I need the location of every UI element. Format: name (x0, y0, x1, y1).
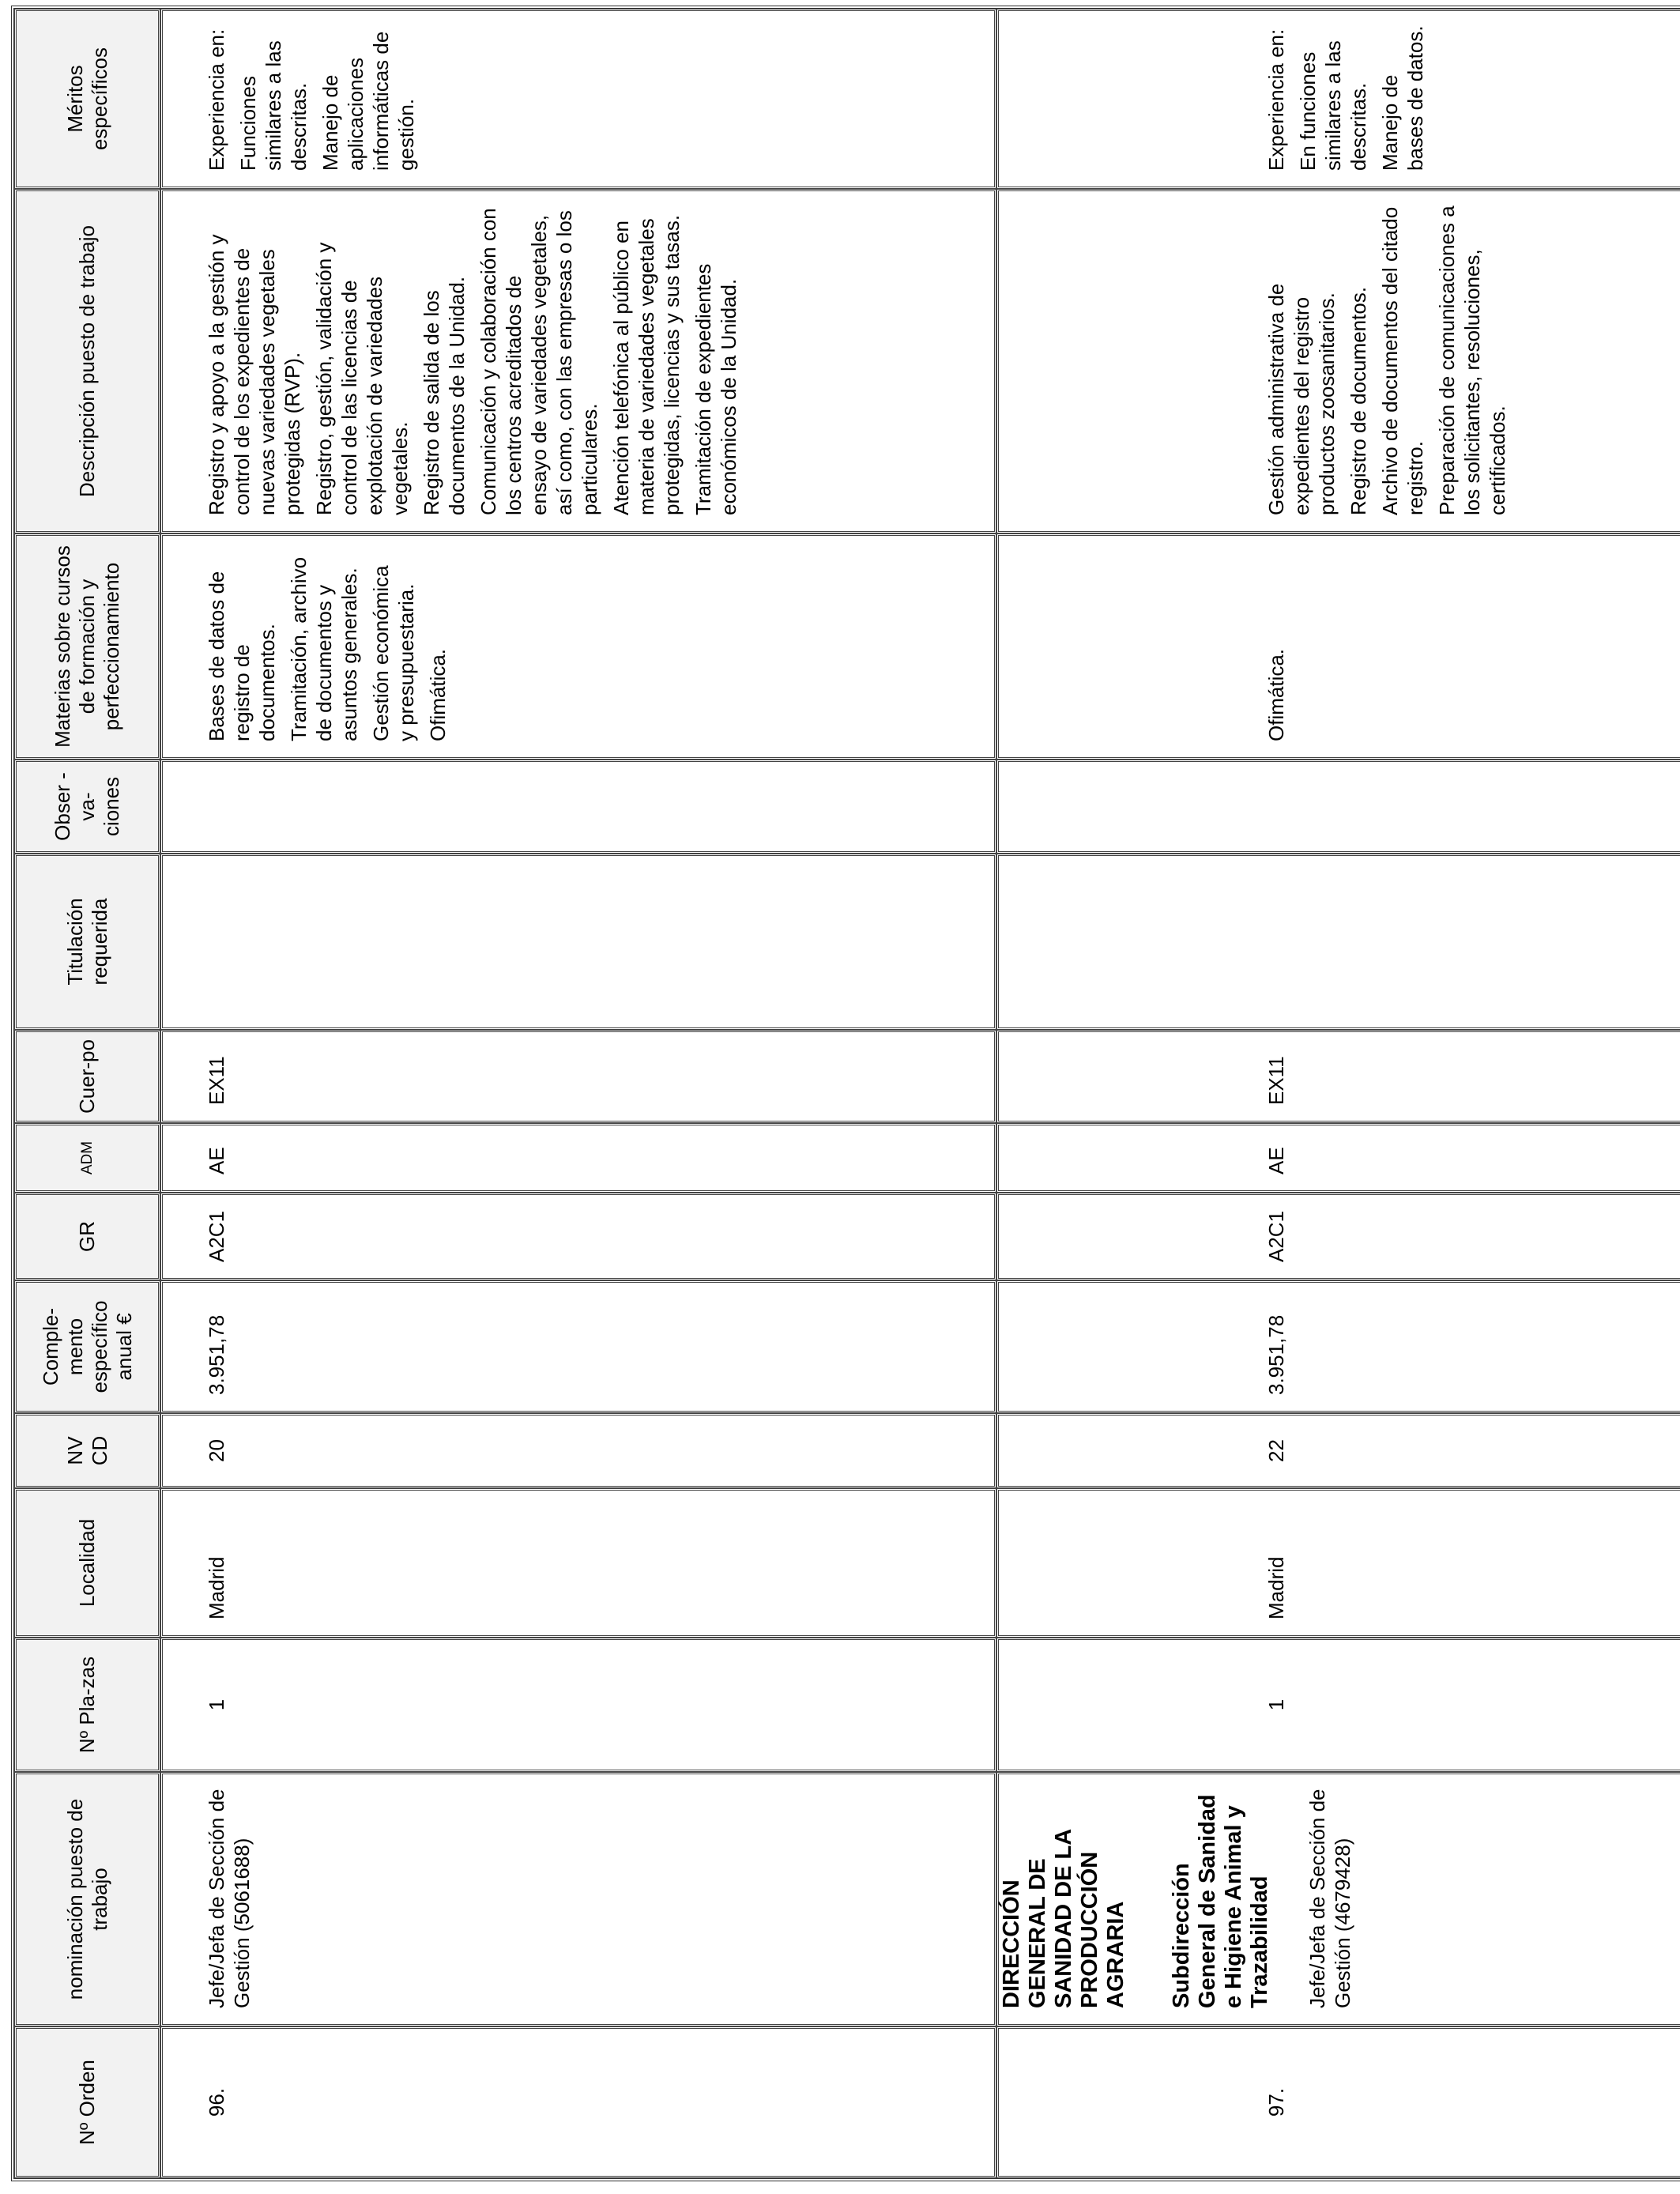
denominacion-cell (996, 1772, 1680, 2026)
meritos-item: Funciones similares a las descritas. (236, 40, 311, 171)
meritos-item: Experiencia en: (1264, 28, 1288, 171)
cuerpo-cell: EX11 (996, 1030, 1680, 1123)
denominacion-cell: Jefe/Jefa de Sección de Gestión (5061688) (160, 1772, 996, 2026)
header-materias: Materias sobre cursos de formación y perfeccionamiento (14, 533, 160, 760)
titulacion-cell (996, 854, 1680, 1030)
descripcion-cell (996, 189, 1680, 533)
descripcion-item: Comunicación y colaboración con los centros acreditados de ensayo de variedades vegetales, así como, con las empresas o los particulares. (477, 208, 601, 515)
materias-item: Ofimática. (426, 648, 450, 741)
adm-cell: AE (160, 1123, 996, 1193)
meritos-cell (160, 9, 996, 189)
localidad-cell: Madrid (996, 1488, 1680, 1638)
nivel-cell: 22 (996, 1413, 1680, 1488)
descripcion-cell (160, 189, 996, 533)
nivel-cell: 20 (160, 1413, 996, 1488)
plazas-cell: 1 (160, 1638, 996, 1772)
orden-cell: 96. (160, 2026, 996, 2178)
meritos-item: En funciones similares a las descritas. (1296, 40, 1370, 171)
table-row (160, 9, 996, 2178)
meritos-item: Manejo de aplicaciones informáticas de gestión. (318, 31, 418, 171)
materias-item: Tramitación, archivo de documentos y asuntos generales. (287, 556, 361, 741)
observaciones-cell (160, 760, 996, 854)
descripcion-item: Archivo de documentos del citado registro. (1378, 206, 1427, 515)
descripcion-item: Registro de salida de los documentos de la Unidad. (420, 276, 469, 515)
header-orden: Nº Orden (14, 2026, 160, 2178)
descripcion-item: Atención telefónica al público en materia de variedades vegetales protegidas, licencias y sus tasas. (609, 214, 684, 515)
header-localidad: Localidad (14, 1488, 160, 1638)
descripcion-item: Registro y apoyo a la gestión y control de los expedientes de nuevas variedades vegetales protegidas (RVP). (205, 234, 304, 515)
descripcion-item: Gestión administrativa de expedientes del registro productos zoosanitarios. (1264, 283, 1339, 515)
adm-cell: AE (996, 1123, 1680, 1193)
materias-item: Gestión económica y presupuestaria. (369, 565, 418, 741)
header-cuerpo: Cuer-po (14, 1030, 160, 1123)
meritos-cell (996, 9, 1680, 189)
plazas-cell: 1 (996, 1638, 1680, 1772)
direccion-title: DIRECCIÓN GENERAL DE SANIDAD DE LA PRODUCCIÓN AGRARIA (999, 1829, 1128, 2008)
orden-value: 97. (1264, 2087, 1288, 2117)
materias-cell (160, 533, 996, 760)
descripcion-item: Registro, gestión, validación y control de las licencias de explotación de variedades vegetales. (312, 242, 412, 515)
grupo-cell: A2C1 (160, 1193, 996, 1280)
materias-item: Ofimática. (1264, 648, 1288, 741)
header-plazas: Nº Pla-zas (14, 1638, 160, 1772)
materias-cell (996, 533, 1680, 760)
titulacion-cell (160, 854, 996, 1030)
header-titulacion: Titulación requerida (14, 854, 160, 1030)
header-meritos: Méritos específicos (14, 9, 160, 189)
table-row (996, 9, 1680, 2178)
denominacion-value: Jefe/Jefa de Sección de Gestión (4679428) (1305, 1789, 1354, 2008)
header-denominacion: nominación puesto de trabajo (14, 1772, 160, 2026)
observaciones-cell (996, 760, 1680, 854)
grupo-cell: A2C1 (996, 1193, 1680, 1280)
localidad-cell: Madrid (160, 1488, 996, 1638)
header-grupo: GR (14, 1193, 160, 1280)
orden-cell (996, 2026, 1680, 2178)
header-row (14, 9, 160, 2178)
header-observaciones: Obser -va-ciones (14, 760, 160, 854)
header-nivel: NV CD (14, 1413, 160, 1488)
meritos-item: Experiencia en: (205, 28, 228, 171)
complemento-cell: 3.951,78 (160, 1280, 996, 1413)
complemento-cell: 3.951,78 (996, 1280, 1680, 1413)
header-adm: ADM (14, 1123, 160, 1193)
descripcion-item: Preparación de comunicaciones a los solicitantes, resoluciones, certificados. (1435, 205, 1509, 515)
materias-item: Bases de datos de registro de documentos. (205, 571, 279, 741)
cuerpo-cell: EX11 (160, 1030, 996, 1123)
meritos-item: Manejo de bases de datos. (1378, 25, 1427, 171)
header-complemento: Comple-mento específico anual € (14, 1280, 160, 1413)
job-positions-table (11, 6, 1680, 2181)
descripcion-item: Registro de documentos. (1347, 286, 1370, 515)
descripcion-item: Tramitación de expedientes económicos de la Unidad. (691, 263, 740, 515)
header-descripcion: Descripción puesto de trabajo (14, 189, 160, 533)
subdireccion-title: Subdirección General de Sanidad e Higiene Animal y Trazabilidad (1169, 1794, 1272, 2008)
